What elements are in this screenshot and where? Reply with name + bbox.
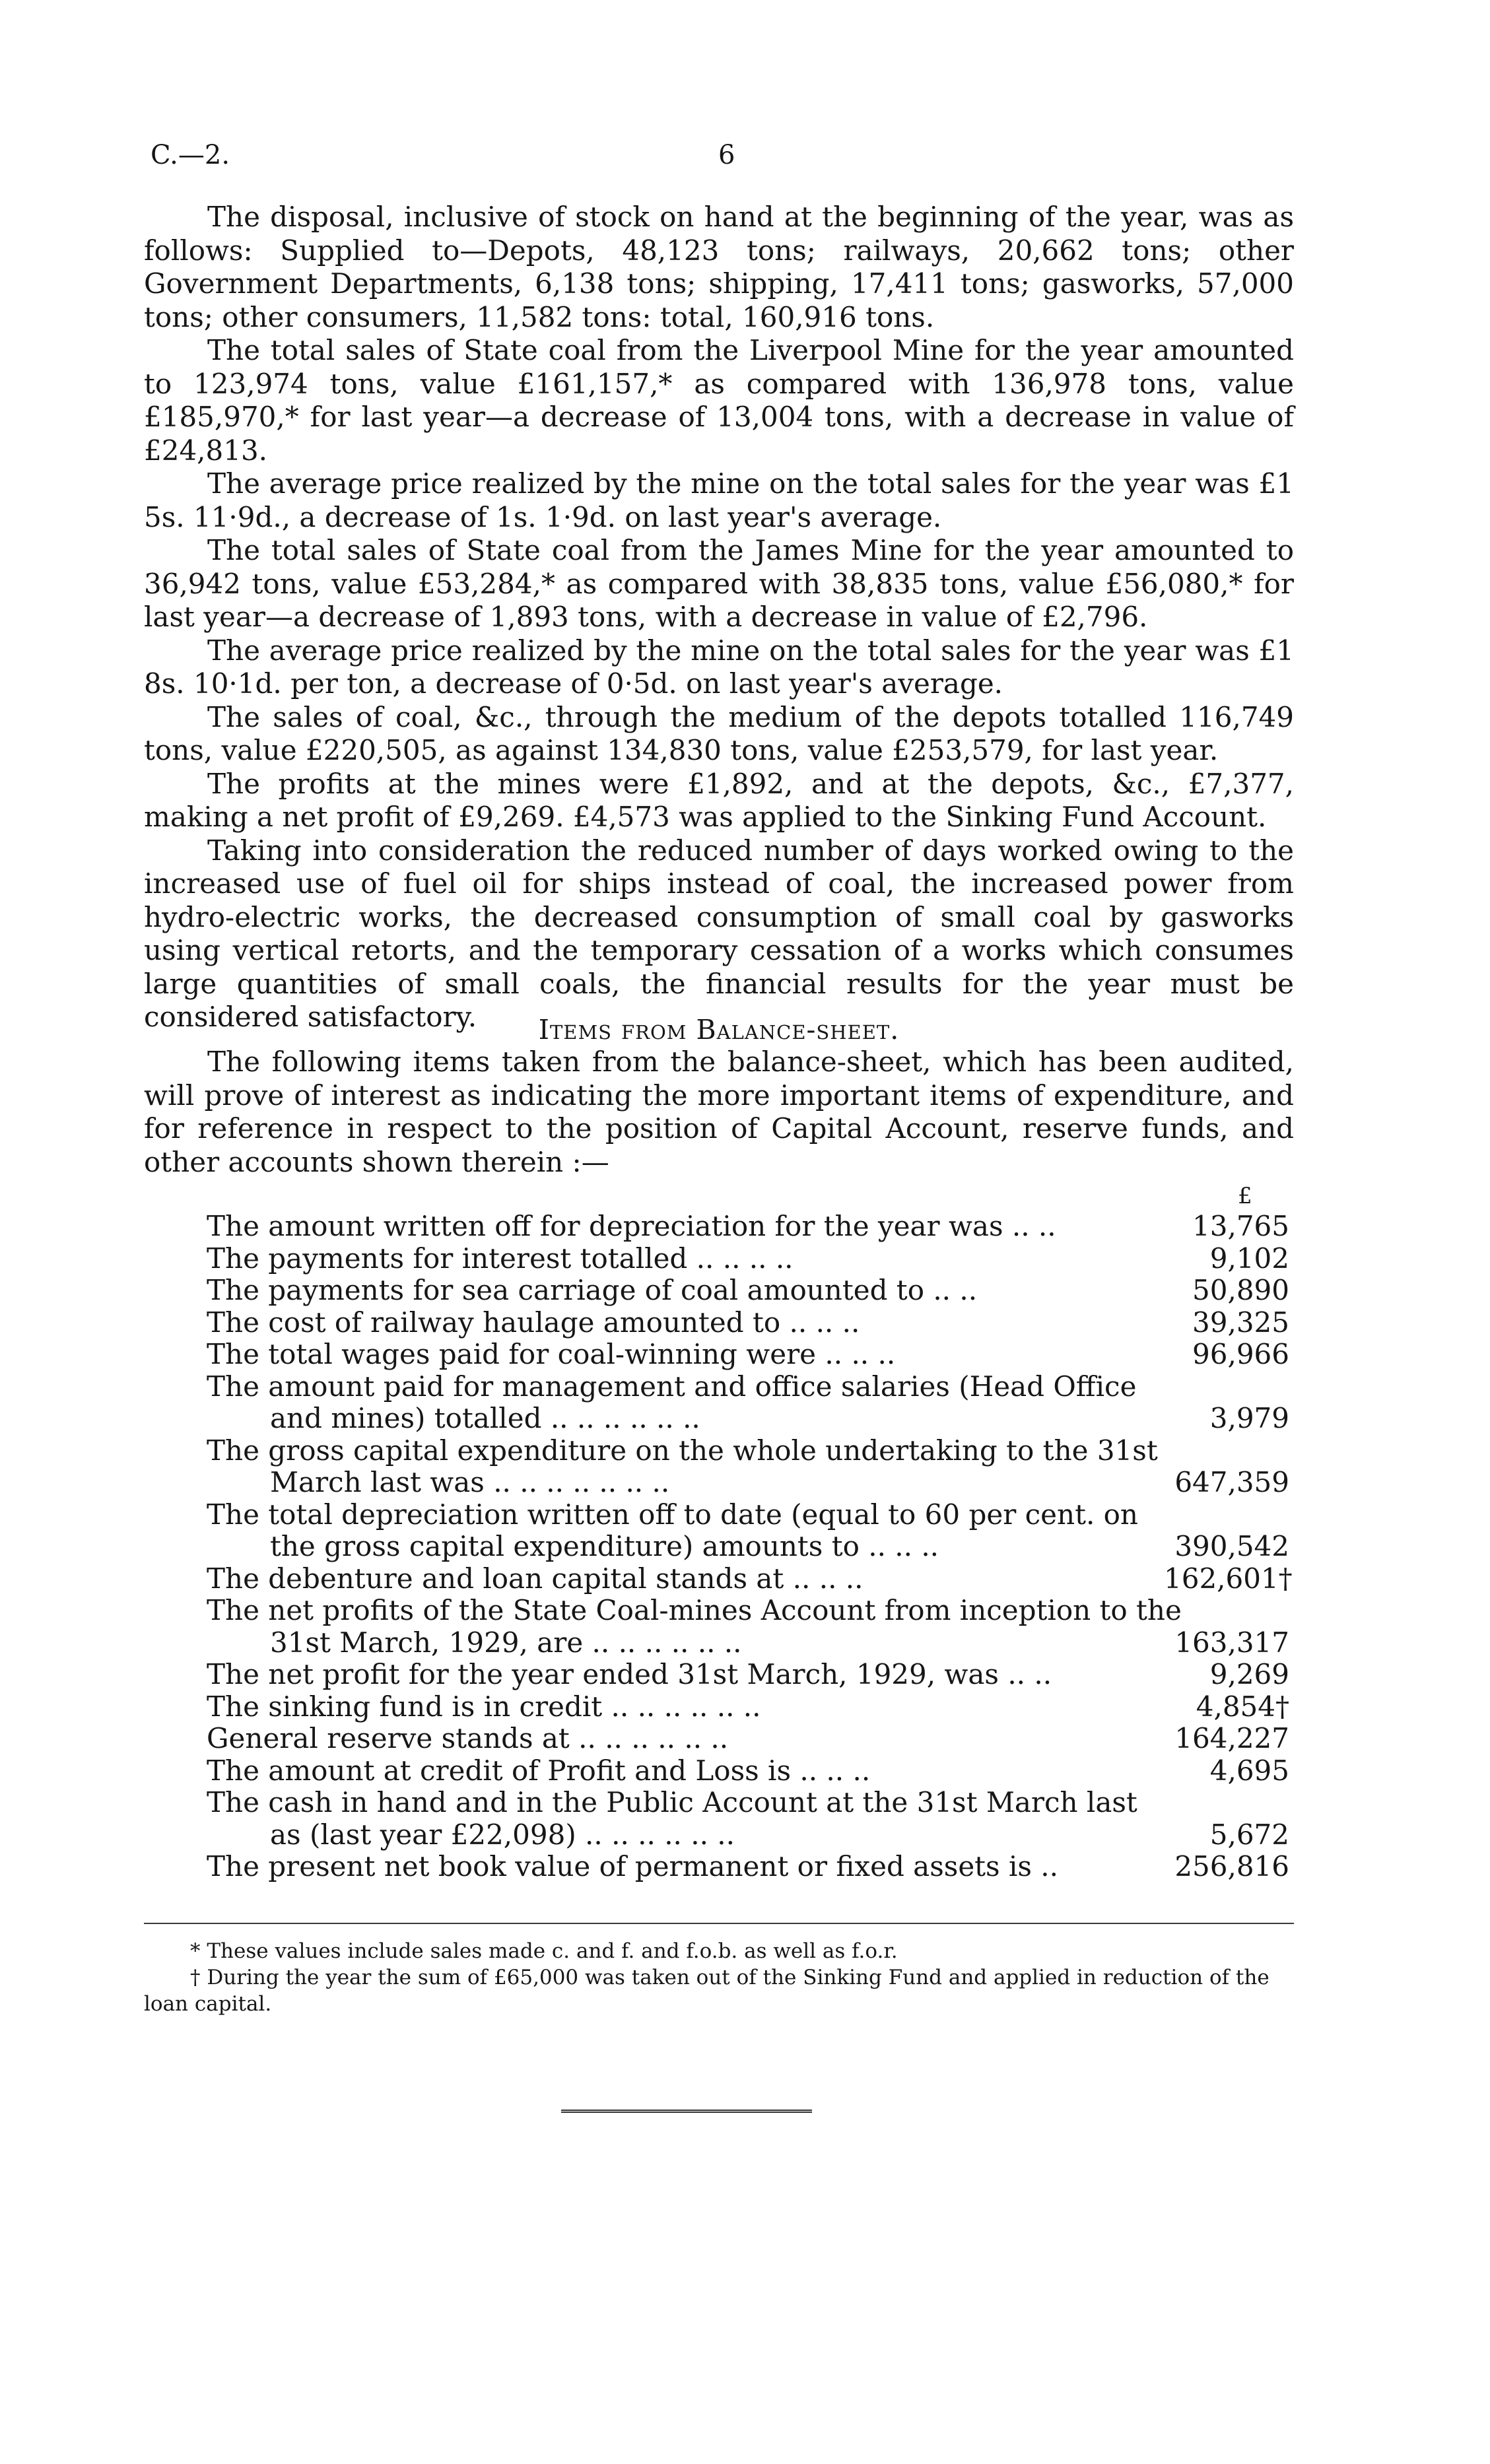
item-label-continued: March last was .. .. .. .. .. .. .. <box>270 1466 670 1498</box>
list-item <box>207 1499 1289 1531</box>
currency-column-header: £ <box>1238 1183 1252 1209</box>
page-header <box>151 140 1299 180</box>
list-item <box>207 1211 1289 1243</box>
item-value: 9,102 <box>1209 1242 1289 1275</box>
page-number: 6 <box>718 140 735 170</box>
end-rule <box>561 2110 812 2113</box>
list-item <box>207 1307 1289 1339</box>
list-item <box>207 1691 1289 1723</box>
document-reference: C.—2. <box>151 140 230 170</box>
item-value: 50,890 <box>1192 1274 1289 1306</box>
list-item <box>207 1435 1289 1467</box>
item-value: 163,317 <box>1174 1626 1289 1659</box>
list-item-continuation <box>207 1819 1289 1851</box>
paragraph-disposal: The disposal, inclusive of stock on hand at the beginning of the year, was as follows: Supplied to—Depots, 48,123 tons; railways, 20,662 tons; other Government Departments, 6,138 tons; shipping, 17,411 tons; gasworks, 57,000 tons; other consumers, 11,582 tons: total, 160,916 tons. <box>144 201 1294 333</box>
item-label: The present net book value of permanent or fixed assets is .. <box>207 1850 1059 1882</box>
item-value: 4,695 <box>1209 1754 1289 1787</box>
paragraph-liverpool-price: The average price realized by the mine on the total sales for the year was £1 5s. 11·9d., a decrease of 1s. 1·9d. on last year's average. <box>144 467 1294 533</box>
item-label: The amount paid for management and office salaries (Head Office <box>207 1370 1137 1403</box>
list-item <box>207 1243 1289 1275</box>
list-item-continuation <box>207 1627 1289 1659</box>
body-text <box>144 201 1294 1034</box>
item-label-continued: as (last year £22,098) .. .. .. .. .. .. <box>270 1818 735 1851</box>
list-item <box>207 1755 1289 1787</box>
footnote-dagger: † During the year the sum of £65,000 was taken out of the Sinking Fund and applied in reduction of the loan capital. <box>144 1966 1270 2016</box>
item-value: 5,672 <box>1209 1818 1289 1851</box>
list-item-continuation <box>207 1531 1289 1563</box>
item-value: 164,227 <box>1174 1722 1289 1754</box>
item-label: The total wages paid for coal-winning were .. .. .. <box>207 1338 896 1370</box>
item-label: The net profits of the State Coal-mines Account from inception to the <box>207 1594 1182 1626</box>
list-item <box>207 1562 1293 1595</box>
paragraph-financial-results: Taking into consideration the reduced number of days worked owing to the increased use of fuel oil for ships instead of coal, the increased power from hydro-electric works, the decreased consumption of small coal by gasworks using vertical retorts, and the temporary cessation of a works which consumes large quantities of small coals, the financial results for the year must be considered satisfactory. <box>144 834 1294 1033</box>
item-label: The net profit for the year ended 31st March, 1929, was .. .. <box>207 1658 1052 1690</box>
list-item <box>207 1595 1289 1627</box>
item-value: 96,966 <box>1192 1338 1289 1370</box>
paragraph-profits: The profits at the mines were £1,892, and at the depots, &c., £7,377, making a net profit of £9,269. £4,573 was applied to the Sinking Fund Account. <box>144 767 1294 833</box>
item-value: 390,542 <box>1174 1530 1289 1562</box>
paragraph-depot-sales: The sales of coal, &c., through the medium of the depots totalled 116,749 tons, value £220,505, as against 134,830 tons, value £253,579, for last year. <box>144 700 1294 766</box>
section-intro <box>144 1046 1294 1179</box>
paragraph-liverpool-sales: The total sales of State coal from the Liverpool Mine for the year amounted to 123,974 tons, value £161,157,* as compared with 136,978 tons, value £185,970,* for last year—a decrease of 13,004 tons, with a decrease in value of £24,813. <box>144 334 1294 467</box>
list-item-continuation <box>207 1403 1289 1435</box>
item-label: The payments for sea carriage of coal amounted to .. .. <box>207 1274 978 1306</box>
list-item <box>207 1851 1289 1883</box>
list-item <box>207 1659 1289 1691</box>
intro-paragraph: The following items taken from the balance-sheet, which has been audited, will prove of interest as indicating the more important items of expenditure, and for reference in respect to the position of Capital Account, reserve funds, and other accounts shown therein :— <box>144 1046 1294 1178</box>
list-item <box>207 1371 1289 1403</box>
item-label: The amount written off for depreciation for the year was .. .. <box>207 1210 1056 1242</box>
item-value: 3,979 <box>1209 1402 1289 1434</box>
item-label-continued: and mines) totalled .. .. .. .. .. .. <box>270 1402 700 1434</box>
item-value: 162,601† <box>1164 1562 1293 1595</box>
item-label: The debenture and loan capital stands at .. .. .. <box>207 1562 864 1595</box>
list-item <box>207 1787 1289 1819</box>
list-item <box>207 1723 1289 1755</box>
item-value: 4,854† <box>1196 1690 1289 1723</box>
footnote-divider <box>144 1923 1294 1924</box>
balance-sheet-items <box>207 1210 1293 1883</box>
list-item <box>207 1275 1289 1307</box>
footnote-asterisk: * These values include sales made c. and f. and f.o.b. as well as f.o.r. <box>190 1939 898 1963</box>
item-label: The sinking fund is in credit .. .. .. .. .. .. <box>207 1690 761 1723</box>
paragraph-james-price: The average price realized by the mine on the total sales for the year was £1 8s. 10·1d. per ton, a decrease of 0·5d. on last year's average. <box>144 634 1294 700</box>
item-label-continued: 31st March, 1929, are .. .. .. .. .. .. <box>270 1626 742 1659</box>
list-item-continuation <box>207 1467 1289 1499</box>
section-heading: Items from Balance-sheet. <box>538 1014 900 1046</box>
item-value: 9,269 <box>1209 1658 1289 1690</box>
paragraph-james-sales: The total sales of State coal from the James Mine for the year amounted to 36,942 tons, value £53,284,* as compared with 38,835 tons, value £56,080,* for last year—a decrease of 1,893 tons, with a decrease in value of £2,796. <box>144 534 1294 633</box>
item-label: The payments for interest totalled .. .. .. .. <box>207 1242 794 1275</box>
item-value: 13,765 <box>1192 1210 1289 1242</box>
item-value: 39,325 <box>1192 1306 1289 1339</box>
item-value: 256,816 <box>1174 1850 1289 1882</box>
item-label: The gross capital expenditure on the whole undertaking to the 31st <box>207 1434 1158 1467</box>
footnotes <box>144 1938 1294 2017</box>
item-label: General reserve stands at .. .. .. .. .. .. <box>207 1722 729 1754</box>
item-label: The cost of railway haulage amounted to .. .. .. <box>207 1306 860 1339</box>
item-label: The cash in hand and in the Public Account at the 31st March last <box>207 1786 1137 1818</box>
item-label: The total depreciation written off to date (equal to 60 per cent. on <box>207 1498 1138 1531</box>
item-value: 647,359 <box>1174 1466 1289 1498</box>
item-label-continued: the gross capital expenditure) amounts to .. .. .. <box>270 1530 939 1562</box>
item-label: The amount at credit of Profit and Loss is .. .. .. <box>207 1754 871 1787</box>
list-item <box>207 1339 1289 1371</box>
